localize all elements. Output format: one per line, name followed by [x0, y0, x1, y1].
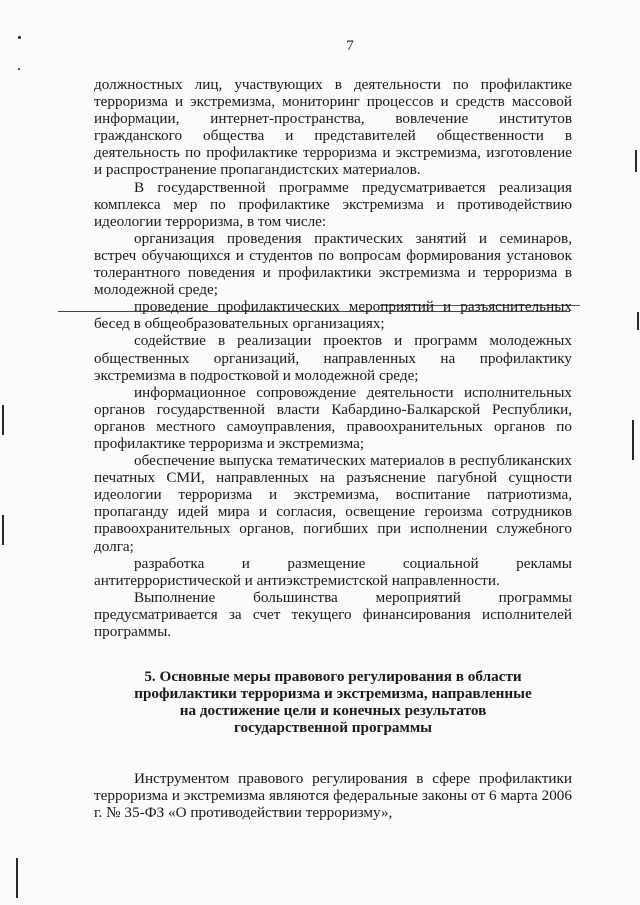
- scan-speck: [18, 68, 20, 70]
- list-item: содействие в реализации проектов и программ молодежных общественных организаций, направленных на профилактику экстремизма в подростковой и молодежной среде;: [94, 332, 572, 384]
- section-heading: [94, 668, 572, 736]
- paragraph: Инструментом правового регулирования в сфере профилактики терроризма и экстремизма являются федеральные законы от 6 марта 2006 г. № 35-ФЗ «О противодействии терроризму»,: [94, 770, 572, 822]
- scan-margin-mark: [2, 515, 4, 545]
- heading-line: государственной программы: [233, 719, 433, 737]
- document-body: [94, 76, 572, 821]
- heading-line: профилактики терроризма и экстремизма, направленные: [134, 685, 532, 703]
- scan-margin-mark: [637, 312, 639, 330]
- list-item: организация проведения практических занятий и семинаров, встреч обучающихся и студентов по вопросам формирования установок толерантного поведения и профилактики экстремизма и терроризма в молодежной среде;: [94, 229, 572, 299]
- list-item: обеспечение выпуска тематических материалов в республиканских печатных СМИ, направленных на разъяснение пагубной сущности идеологии терроризма и экстремизма, воспитание патриотизма, пропаганду идей мира и согласия, освещение героизма сотрудников правоохранительных органов, погибших при исполнении служебного долга;: [94, 452, 572, 555]
- list-item: проведение профилактических мероприятий и разъяснительных бесед в общеобразовательных организациях;: [94, 298, 572, 333]
- list-item: разработка и размещение социальной рекламы антитеррористической и антиэкстремистской направленности.: [94, 554, 572, 589]
- scan-margin-mark: [2, 405, 4, 435]
- paragraph: В государственной программе предусматривается реализация комплекса мер по профилактике экстремизма и противодействию идеологии терроризма, в том числе:: [94, 178, 572, 230]
- scan-margin-mark: [16, 858, 18, 898]
- page-number: 7: [346, 38, 354, 54]
- paragraph: должностных лиц, участвующих в деятельности по профилактике терроризма и экстремизма, мониторинг процессов и средств массовой информации, интернет-пространства, вовлечение институтов гражданского общества и представителей общественности в деятельность по профилактике терроризма и экстремизма, изготовление и распространение пропагандистских материалов.: [94, 76, 572, 179]
- list-item: информационное сопровождение деятельности исполнительных органов государственной власти Кабардино-Балкарской Республики, органов местного самоуправления, правоохранительных органов по профилактике терроризма и экстремизма;: [94, 383, 572, 452]
- scan-margin-mark: [632, 420, 634, 460]
- heading-line: на достижение цели и конечных результатов: [179, 702, 487, 720]
- paragraph: Выполнение большинства мероприятий программы предусматривается за счет текущего финансирования исполнителей программы.: [94, 588, 572, 640]
- scan-margin-mark: [635, 150, 637, 172]
- heading-line: 5. Основные меры правового регулирования в области: [144, 668, 522, 686]
